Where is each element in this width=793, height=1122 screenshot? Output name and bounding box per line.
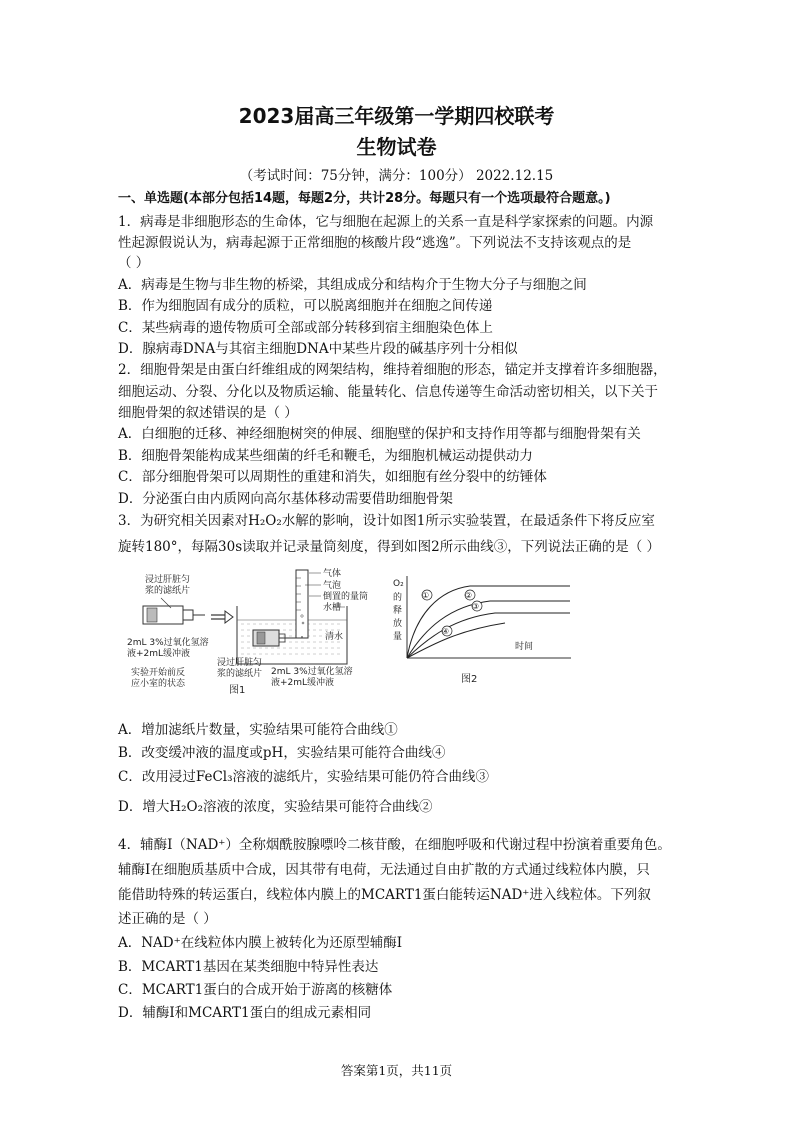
reaction-chamber-initial bbox=[143, 598, 205, 624]
curve-label-3: ③ bbox=[472, 602, 480, 611]
fig1-label-filter-b: 浸过肝脏匀 bbox=[217, 658, 263, 668]
fig2-ylabel: O₂ bbox=[393, 579, 404, 589]
fig1-label-solution-b: 2mL 3%过氧化氢溶 bbox=[271, 667, 353, 677]
q3-stem-line2: 旋转180°，每隔30s读取并记录量筒刻度，得到如图2所示曲线③，下列说法正确的是（ ） bbox=[118, 539, 661, 555]
q2-option-c: C．部分细胞骨架可以周期性的重建和消失，如细胞有丝分裂中的纺锤体 bbox=[118, 469, 547, 485]
q1-option-b: B．作为细胞固有成分的质粒，可以脱离细胞并在细胞之间传递 bbox=[118, 298, 493, 314]
q4-option-a: A．NAD⁺在线粒体内膜上被转化为还原型辅酶I bbox=[118, 935, 403, 951]
q4-stem-line: 辅酶I在细胞质基质中合成，因其带有电荷，无法通过自由扩散的方式通过线粒体内膜，只 bbox=[118, 862, 650, 878]
q3-chem-h2o2: H₂O₂ bbox=[248, 513, 282, 529]
q3-chem-h2o2-d: H₂O₂ bbox=[169, 799, 203, 815]
q3-option-d-pre: D．增大 bbox=[118, 799, 170, 815]
q3-stem-a: 3．为研究相关因素对 bbox=[118, 513, 249, 529]
q3-option-a: A．增加滤纸片数量，实验结果可能符合曲线① bbox=[118, 722, 398, 738]
q3-option-b: B．改变缓冲液的温度或pH，实验结果可能符合曲线④ bbox=[118, 745, 446, 761]
q1-stem-line: （ ） bbox=[118, 255, 150, 271]
curve-label-4: ④ bbox=[442, 627, 450, 636]
q3-option-c-post: 溶液的滤纸片，实验结果可能仍符合曲线③ bbox=[232, 769, 490, 785]
fig2-ylabel: 放 bbox=[393, 619, 403, 629]
section-heading: 一、单选题(本部分包括14题，每题2分，共计28分。每题只有一个选项最符合题意。) bbox=[118, 191, 611, 206]
q3-stem-b: 水解的影响，设计如图1所示实验装置，在最适条件下将反应室 bbox=[281, 513, 655, 529]
curve-4 bbox=[407, 623, 505, 658]
fig1-label-solution: 2mL 3%过氧化氢溶 bbox=[127, 638, 209, 648]
q2-stem-line: 细胞运动、分裂、分化以及物质运输、能量转化、信息传递等生命活动密切相关，以下关于 bbox=[118, 384, 658, 400]
fig1-label-solution-b: 液+2mL缓冲液 bbox=[271, 678, 335, 688]
fig1-label-water: 清水 bbox=[325, 632, 344, 642]
fig2-ylabel: 量 bbox=[393, 632, 403, 642]
exam-info: （考试时间：75分钟，满分：100分） 2022.12.15 bbox=[239, 168, 554, 184]
q4-stem-line: 能借助特殊的转运蛋白，线粒体内膜上的MCART1蛋白能转运NAD⁺进入线粒体。下列叙 bbox=[118, 887, 651, 903]
curve-label-2: ② bbox=[465, 591, 473, 600]
arrow-icon bbox=[211, 611, 233, 623]
q1-option-d: D．腺病毒DNA与其宿主细胞DNA中某些片段的碱基序列十分相似 bbox=[118, 341, 518, 357]
fig1-label-filter-b: 浆的滤纸片 bbox=[217, 669, 263, 679]
q1-stem-line: 1．病毒是非细胞形态的生命体，它与细胞在起源上的关系一直是科学家探索的问题。内源 bbox=[118, 214, 654, 230]
curve-3 bbox=[407, 613, 570, 658]
q3-option-d bbox=[118, 795, 678, 815]
q3-option-d-post: 溶液的浓度，实验结果可能符合曲线② bbox=[203, 799, 433, 815]
q3-option-c-pre: C．改用浸过 bbox=[118, 769, 196, 785]
q2-option-a: A．白细胞的迁移、神经细胞树突的伸展、细胞壁的保护和支持作用等都与细胞骨架有关 bbox=[118, 426, 641, 442]
fig1-label-before: 实验开始前反 bbox=[131, 668, 186, 678]
q4-stem-line: 4．辅酶I（NAD⁺）全称烟酰胺腺嘌呤二核苷酸，在细胞呼吸和代谢过程中扮演着重要角色。 bbox=[118, 837, 671, 853]
fig1-label-filter: 浆的滤纸片 bbox=[145, 586, 191, 596]
q4-option-d: D．辅酶I和MCART1蛋白的组成元素相同 bbox=[118, 1005, 372, 1021]
q4-stem-line: 述正确的是（ ） bbox=[118, 911, 217, 927]
q2-stem-line: 2．细胞骨架是由蛋白纤维组成的网架结构，维持着细胞的形态，锚定并支撑着许多细胞器， bbox=[118, 362, 667, 378]
curve-label-1: ① bbox=[422, 591, 430, 600]
fig2-ylabel: 释 bbox=[393, 606, 403, 616]
fig1-label-cylinder: 倒置的量筒 bbox=[323, 592, 369, 602]
fig1-label-tank: 水槽 bbox=[323, 603, 342, 613]
fig1-label-solution: 液+2mL缓冲液 bbox=[127, 649, 191, 659]
fig1-label-gas: 气体 bbox=[323, 569, 342, 579]
q2-stem-line: 细胞骨架的叙述错误的是（ ） bbox=[118, 405, 298, 421]
q2-option-b: B．细胞骨架能构成某些细菌的纤毛和鞭毛，为细胞机械运动提供动力 bbox=[118, 448, 533, 464]
fig1-label-bubble: 气泡 bbox=[323, 581, 342, 591]
q1-option-a: A．病毒是生物与非生物的桥梁，其组成成分和结构介于生物大分子与细胞之间 bbox=[118, 277, 587, 293]
curve-2 bbox=[407, 601, 570, 658]
q3-stem-line bbox=[118, 509, 678, 529]
fig2-caption: 图2 bbox=[461, 674, 478, 685]
q4-option-c: C．MCART1蛋白的合成开始于游离的核糖体 bbox=[118, 982, 393, 998]
exam-title: 2023届高三年级第一学期四校联考 bbox=[238, 104, 555, 128]
fig2-chart bbox=[407, 576, 571, 658]
q2-option-d: D．分泌蛋白由内质网向高尔基体移动需要借助细胞骨架 bbox=[118, 491, 453, 507]
q3-option-c bbox=[118, 765, 678, 785]
q1-stem-line: 性起源假说认为，病毒起源于正常细胞的核酸片段“逃逸”。下列说法不支持该观点的是 bbox=[118, 235, 632, 251]
fig2-xlabel: 时间 bbox=[515, 642, 534, 652]
q1-option-c: C．某些病毒的遗传物质可全部或部分转移到宿主细胞染色体上 bbox=[118, 320, 493, 336]
exam-subtitle: 生物试卷 bbox=[356, 135, 437, 159]
experiment-figure bbox=[125, 568, 585, 703]
page-footer: 答案第1页，共11页 bbox=[340, 1063, 453, 1078]
fig2-ylabel: 的 bbox=[393, 593, 403, 603]
fig1-label-before: 应小室的状态 bbox=[131, 679, 186, 689]
q3-chem-fecl3: FeCl₃ bbox=[195, 769, 233, 785]
fig1-label-filter: 浸过肝脏匀 bbox=[145, 575, 191, 585]
q4-option-b: B．MCART1基因在某类细胞中特异性表达 bbox=[118, 959, 379, 975]
fig1-caption: 图1 bbox=[229, 685, 246, 696]
